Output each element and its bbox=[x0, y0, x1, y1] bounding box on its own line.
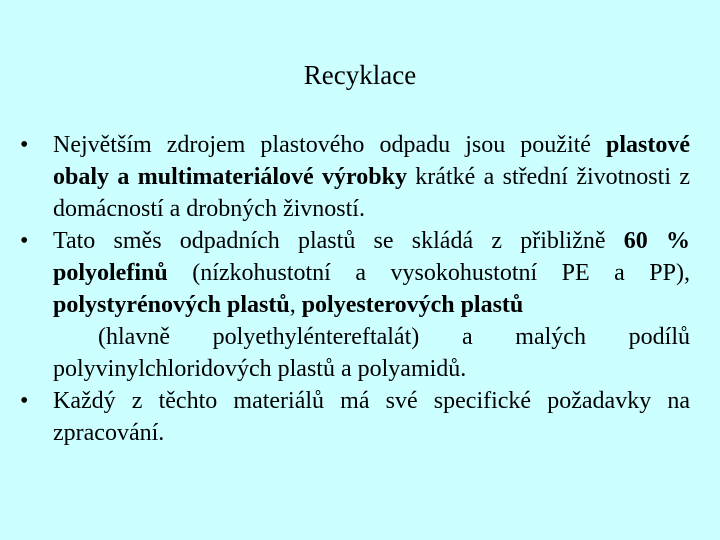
bullet-item-3 bbox=[20, 385, 690, 449]
bullet-2-bold-polyester: polyesterových plastů bbox=[301, 292, 524, 318]
bullet-2-text-a: Tato směs odpadních plastů se skládá z přibližně bbox=[53, 228, 624, 254]
bullet-2-separator: , bbox=[289, 292, 302, 318]
slide-title: Recyklace bbox=[303, 60, 417, 90]
bullet-item-2 bbox=[20, 225, 690, 385]
bullet-1-text-b: krátké a střední životnosti z domácností a drobných živností. bbox=[53, 164, 690, 222]
bullet-list bbox=[20, 129, 690, 449]
bullet-2-bold-polyolefins: 60 % polyolefinů bbox=[53, 228, 691, 286]
bullet-2-text-b: (nízkohustotní a vysokohustotní PE a PP), bbox=[167, 260, 690, 286]
bullet-1-text-a: Největším zdrojem plastového odpadu jsou použité bbox=[53, 132, 606, 158]
bullet-2-bold-polystyrene: polystyrénových plastů bbox=[53, 292, 290, 318]
bullet-3-text: Každý z těchto materiálů má své specifické požadavky na zpracování. bbox=[53, 388, 690, 446]
bullet-2-text-c: (hlavně polyethyléntereftalát) a malých podílů polyvinylchloridových plastů a polyamidů. bbox=[53, 324, 690, 382]
bullet-1-bold-text: plastové obaly a multimateriálové výrobky bbox=[53, 132, 690, 190]
bullet-item-1 bbox=[20, 129, 690, 225]
